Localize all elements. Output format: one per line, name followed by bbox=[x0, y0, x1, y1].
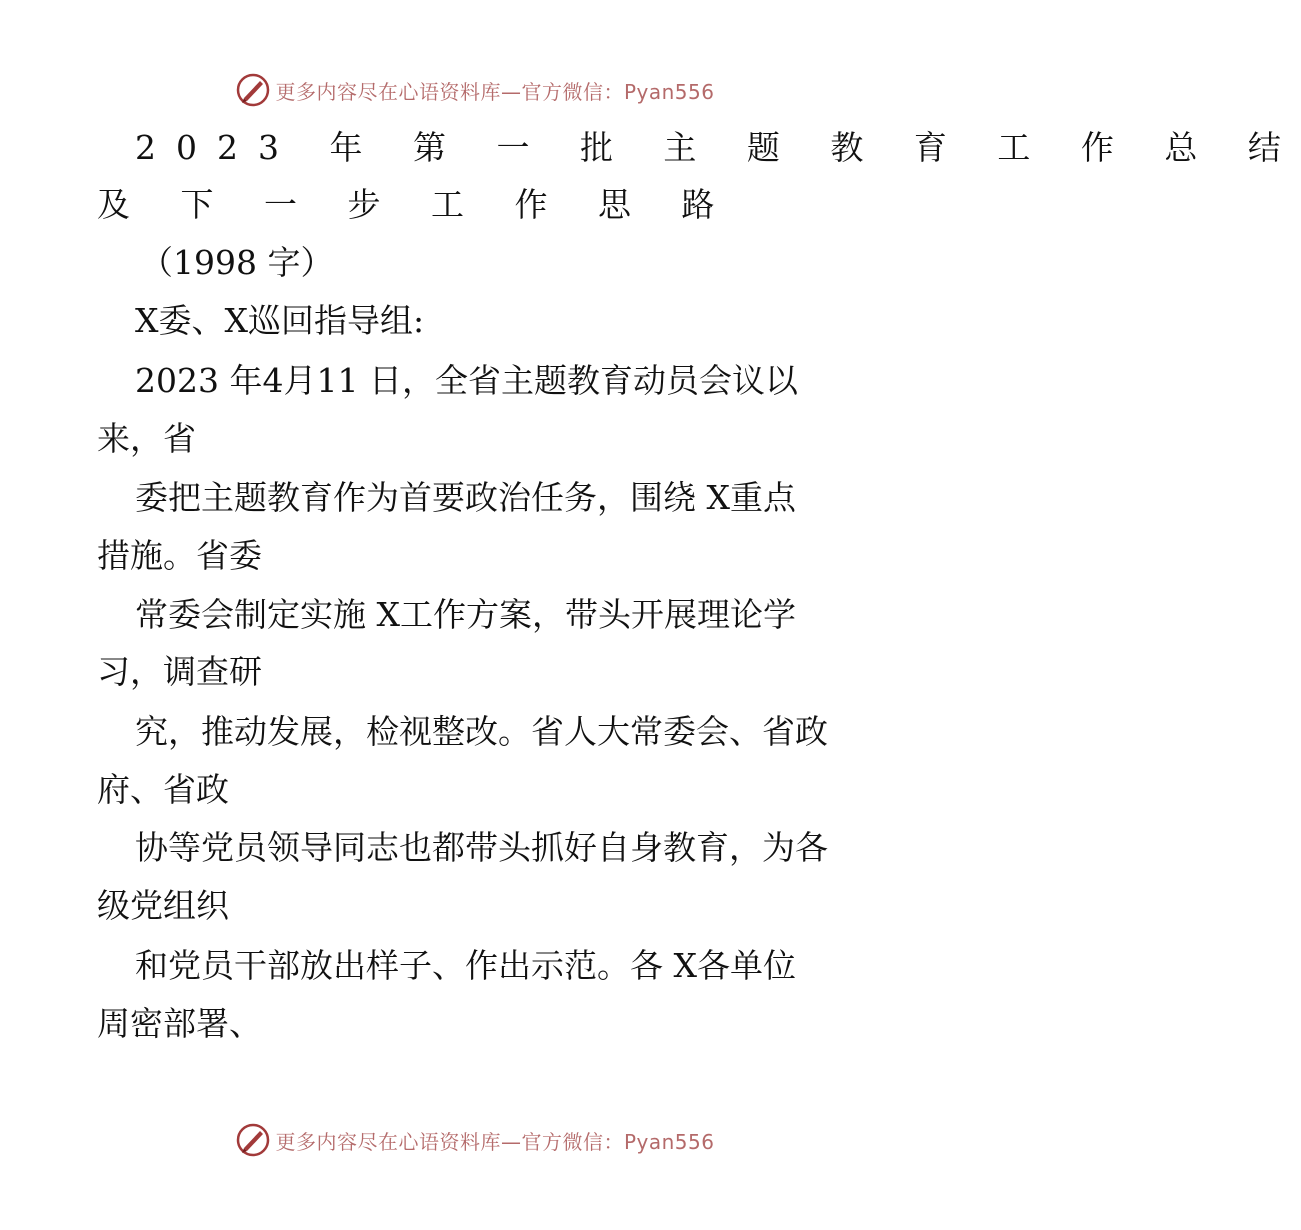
body-line: 周密部署、 bbox=[97, 1004, 262, 1043]
word-count: （1998 字） bbox=[140, 243, 334, 282]
body-line: 2023 年4月11 日，全省主题教育动员会议以 bbox=[135, 361, 798, 400]
header-banner bbox=[0, 70, 950, 110]
body-line: 来，省 bbox=[97, 419, 196, 458]
body-line: 委把主题教育作为首要政治任务，围绕 X重点 bbox=[135, 478, 796, 517]
body-line: 究，推动发展，检视整改。省人大常委会、省政 bbox=[135, 712, 828, 751]
body-line: 协等党员领导同志也都带头抓好自身教育，为各 bbox=[135, 828, 828, 867]
body-line: 府、省政 bbox=[97, 770, 229, 809]
addressee: X委、X巡回指导组: bbox=[135, 301, 425, 340]
body-line: 级党组织 bbox=[97, 886, 229, 925]
footer-banner-text: 更多内容尽在心语资料库—官方微信：Pyan556 bbox=[275, 1129, 715, 1154]
body-line: 和党员干部放出样子、作出示范。各 X各单位 bbox=[135, 946, 796, 985]
body-line: 常委会制定实施 X工作方案，带头开展理论学 bbox=[135, 595, 796, 634]
footer-banner bbox=[0, 1120, 950, 1160]
body-line: 习，调查研 bbox=[97, 652, 262, 691]
pen-logo-icon bbox=[235, 72, 271, 108]
body-line: 措施。省委 bbox=[97, 536, 262, 575]
document-title-line-1: 2023 年 第 一 批 主 题 教 育 工 作 总 结 bbox=[135, 128, 1301, 167]
document-title-line-2: 及 下 一 步 工 作 思 路 bbox=[97, 185, 735, 224]
header-banner-text: 更多内容尽在心语资料库—官方微信：Pyan556 bbox=[275, 79, 715, 104]
pen-logo-icon bbox=[235, 1122, 271, 1158]
